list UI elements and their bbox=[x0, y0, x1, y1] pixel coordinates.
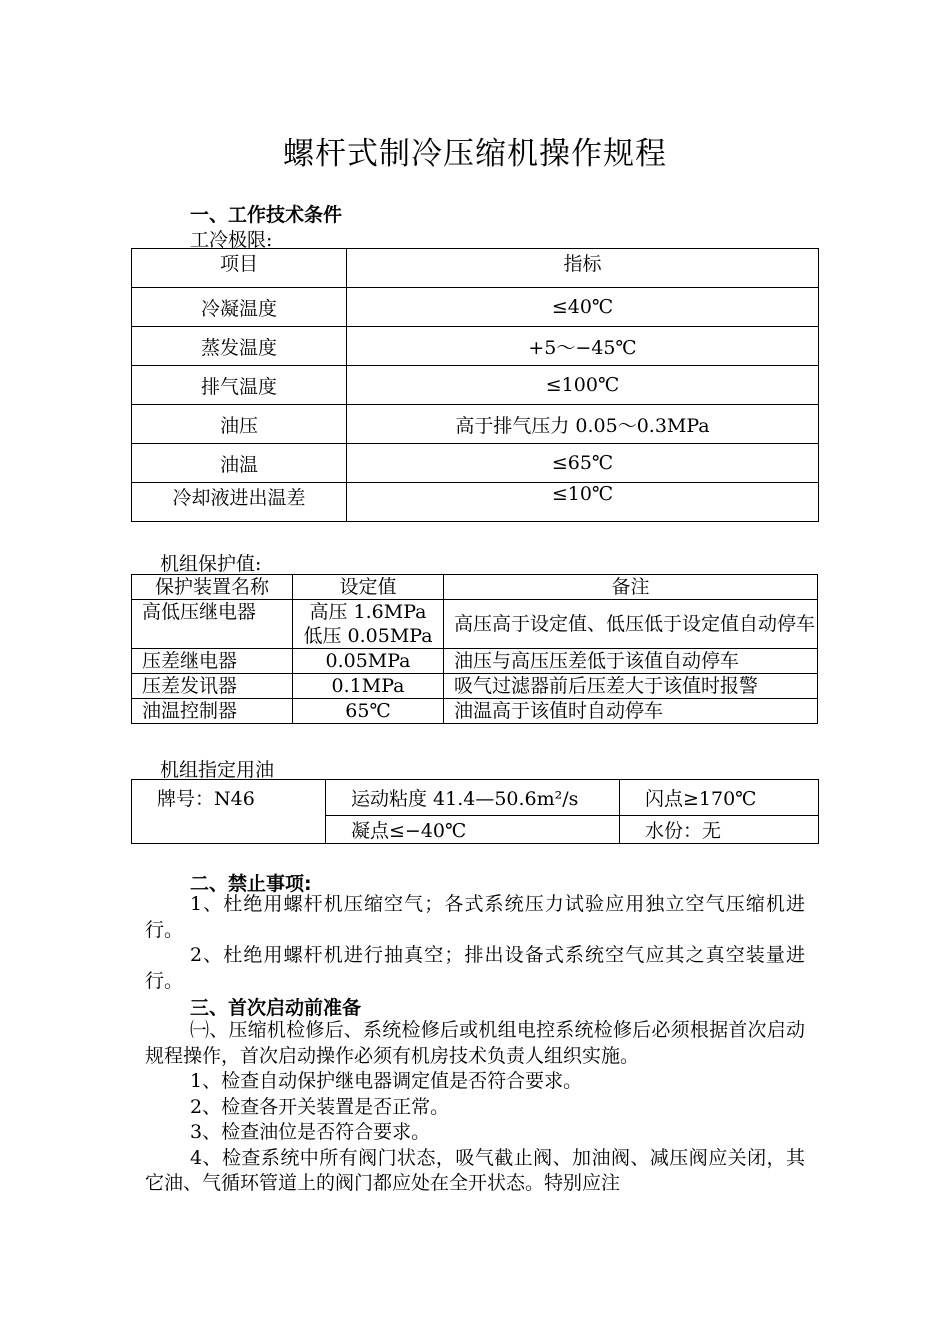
list-item: 2、检查各开关装置是否正常。 bbox=[190, 1095, 450, 1118]
section2-body bbox=[145, 892, 805, 994]
table-row bbox=[132, 444, 819, 483]
table-cell: 油温高于该值时自动停车 bbox=[444, 699, 818, 724]
oil-brand: 牌号：N46 bbox=[132, 780, 326, 844]
list-item: 2、杜绝用螺杆机进行抽真空；排出设备式系统空气应其之真空装量进行。 bbox=[145, 944, 805, 992]
oil-pour-point: 凝点≤−40℃ bbox=[326, 816, 620, 844]
table-cell: 0.1MPa bbox=[293, 674, 444, 699]
table-header: 保护装置名称 bbox=[132, 575, 293, 600]
high-pressure-value: 高压 1.6MPa bbox=[309, 601, 427, 623]
table-cell: 吸气过滤器前后压差大于该值时报警 bbox=[444, 674, 818, 699]
section3-body bbox=[145, 1018, 805, 1197]
table-header: 设定值 bbox=[293, 575, 444, 600]
limits-table bbox=[131, 248, 819, 522]
page-title: 螺杆式制冷压缩机操作规程 bbox=[283, 136, 667, 172]
table-row bbox=[132, 674, 818, 699]
table-cell: 高压高于设定值、低压低于设定值自动停车 bbox=[444, 600, 818, 649]
table-row bbox=[132, 327, 819, 366]
table-cell: 高低压继电器 bbox=[132, 600, 293, 649]
table-cell: ≤10℃ bbox=[347, 483, 819, 522]
section1-heading: 一、工作技术条件 bbox=[190, 204, 343, 226]
table-cell bbox=[293, 600, 444, 649]
table-cell: 油压 bbox=[132, 405, 347, 444]
table-cell: 排气温度 bbox=[132, 366, 347, 405]
table-cell: ≤65℃ bbox=[347, 444, 819, 483]
table-cell: +5～−45℃ bbox=[347, 327, 819, 366]
table-cell: ≤100℃ bbox=[347, 366, 819, 405]
section3-heading: 三、首次启动前准备 bbox=[190, 997, 362, 1019]
oil-viscosity: 运动粘度 41.4—50.6m²/s bbox=[326, 780, 620, 816]
table-row bbox=[132, 649, 818, 674]
table-cell: 压差继电器 bbox=[132, 649, 293, 674]
list-item: 1、检查自动保护继电器调定值是否符合要求。 bbox=[190, 1070, 583, 1092]
table-cell: 油温控制器 bbox=[132, 699, 293, 724]
table-row bbox=[132, 780, 819, 816]
table-row bbox=[132, 483, 819, 522]
oil-label: 机组指定用油 bbox=[160, 759, 275, 781]
list-item: ㈠、压缩机检修后、系统检修后或机组电控系统检修后必须根据首次启动规程操作，首次启动操作必须有机房技术负责人组织实施。 bbox=[145, 1019, 805, 1067]
table-cell: 0.05MPa bbox=[293, 649, 444, 674]
table-row bbox=[132, 366, 819, 405]
table-row bbox=[132, 288, 819, 327]
table-cell: 冷凝温度 bbox=[132, 288, 347, 327]
table-cell: 冷却液进出温差 bbox=[132, 483, 347, 522]
table-row bbox=[132, 405, 819, 444]
protect-table bbox=[131, 574, 818, 724]
table-header: 项目 bbox=[132, 249, 347, 288]
low-pressure-value: 低压 0.05MPa bbox=[303, 625, 433, 647]
table-row bbox=[132, 249, 819, 288]
table-cell: 油压与高压压差低于该值自动停车 bbox=[444, 649, 818, 674]
table-cell: 蒸发温度 bbox=[132, 327, 347, 366]
section2-heading: 二、禁止事项: bbox=[190, 873, 312, 895]
table-header: 指标 bbox=[347, 249, 819, 288]
list-item: 1、杜绝用螺杆机压缩空气；各式系统压力试验应用独立空气压缩机进行。 bbox=[145, 893, 805, 941]
table-cell: 65℃ bbox=[293, 699, 444, 724]
limits-label: 工冷极限: bbox=[190, 229, 273, 251]
table-cell: ≤40℃ bbox=[347, 288, 819, 327]
list-item: 4、检查系统中所有阀门状态，吸气截止阀、加油阀、减压阀应关闭，其它油、气循环管道上的阀门都应处在全开状态。特别应注 bbox=[145, 1146, 805, 1194]
list-item: 3、检查油位是否符合要求。 bbox=[190, 1121, 431, 1143]
oil-flash-point: 闪点≥170℃ bbox=[620, 780, 819, 816]
oil-table bbox=[131, 779, 819, 844]
table-cell: 高于排气压力 0.05～0.3MPa bbox=[347, 405, 819, 444]
table-cell: 压差发讯器 bbox=[132, 674, 293, 699]
table-row bbox=[132, 575, 818, 600]
table-header: 备注 bbox=[444, 575, 818, 600]
table-cell: 油温 bbox=[132, 444, 347, 483]
protect-label: 机组保护值: bbox=[160, 553, 262, 575]
table-row bbox=[132, 600, 818, 649]
table-row bbox=[132, 699, 818, 724]
oil-water: 水份：无 bbox=[620, 816, 819, 844]
